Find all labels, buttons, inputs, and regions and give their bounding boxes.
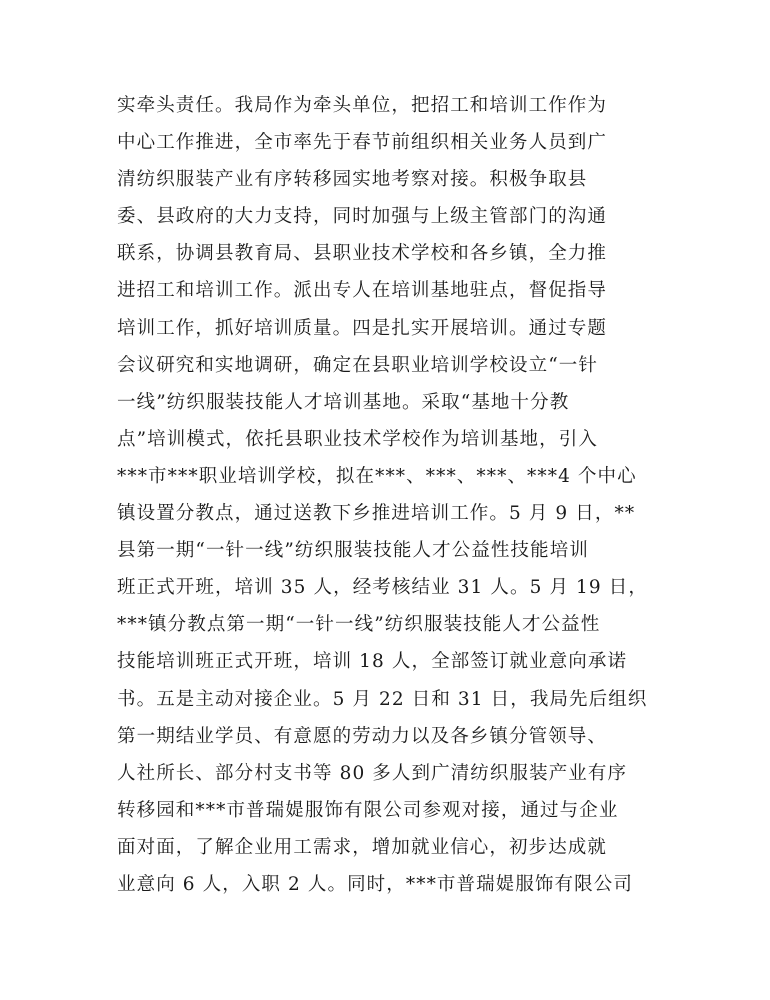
text-line: 镇设置分教点，通过送教下乡推进培训工作。5 月 9 日，** <box>117 503 636 525</box>
text-line: ***市***职业培训学校，拟在***、***、***、***4 个中心 <box>117 465 637 487</box>
text-line: ***镇分教点第一期“一针一线”纺织服装技能人才公益性 <box>117 614 601 636</box>
text-line: 县第一期“一针一线”纺织服装技能人才公益性技能培训 <box>117 540 589 562</box>
text-line: 第一期结业学员、有意愿的劳动力以及各乡镇分管领导、 <box>117 725 608 747</box>
text-line: 技能培训班正式开班，培训 18 人，全部签订就业意向承诺 <box>117 651 628 673</box>
text-line: 转移园和***市普瑞媞服饰有限公司参观对接，通过与企业 <box>117 799 619 821</box>
text-line: 一线”纺织服装技能人才培训基地。采取“基地十分教 <box>117 391 570 413</box>
text-line: 业意向 6 人，入职 2 人。同时，***市普瑞媞服饰有限公司 <box>117 873 633 895</box>
text-line: 班正式开班，培训 35 人，经考核结业 31 人。5 月 19 日， <box>117 577 648 599</box>
text-line: 中心工作推进，全市率先于春节前组织相关业务人员到广 <box>117 132 608 154</box>
text-line: 点”培训模式，依托县职业技术学校作为培训基地，引入 <box>117 428 598 450</box>
text-line: 人社所长、部分村支书等 80 多人到广清纺织服装产业有序 <box>117 762 628 784</box>
text-line: 进招工和培训工作。派出专人在培训基地驻点，督促指导 <box>117 280 608 302</box>
text-line: 委、县政府的大力支持，同时加强与上级主管部门的沟通 <box>117 206 608 228</box>
text-line: 书。五是主动对接企业。5 月 22 日和 31 日，我局先后组织 <box>117 688 648 710</box>
text-line: 清纺织服装产业有序转移园实地考察对接。积极争取县 <box>117 169 588 191</box>
text-line: 面对面，了解企业用工需求，增加就业信心，初步达成就 <box>117 836 608 858</box>
text-line: 联系，协调县教育局、县职业技术学校和各乡镇，全力推 <box>117 243 608 265</box>
text-line: 实牵头责任。我局作为牵头单位，把招工和培训工作作为 <box>117 95 608 116</box>
text-line: 会议研究和实地调研，确定在县职业培训学校设立“一针 <box>117 354 598 376</box>
text-line: 培训工作，抓好培训质量。四是扎实开展培训。通过专题 <box>117 317 608 339</box>
body-paragraph <box>117 87 657 903</box>
